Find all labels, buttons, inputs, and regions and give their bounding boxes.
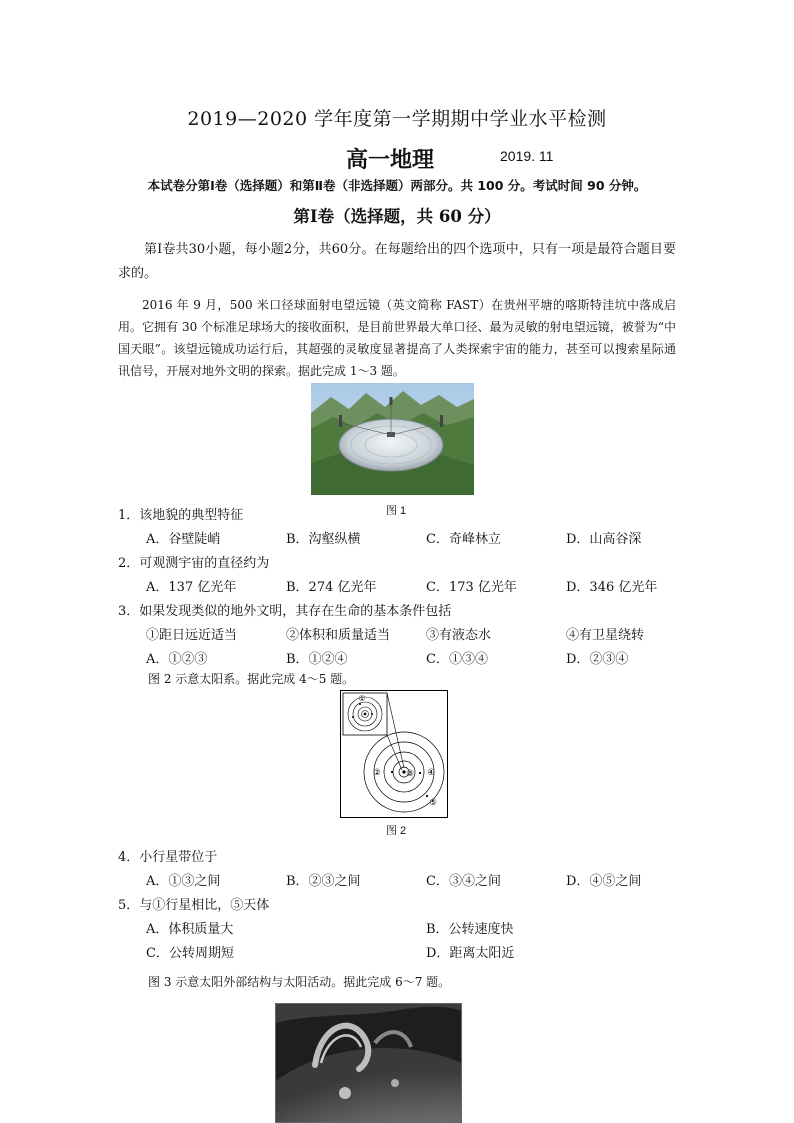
q2-option-b[interactable]: B．274 亿光年 — [286, 580, 377, 595]
q4-option-c[interactable]: C．③④之间 — [426, 874, 501, 889]
label-3: ③ — [406, 769, 414, 779]
figure-1-caption: 图 1 — [386, 505, 407, 517]
q3-condition-4: ④有卫星绕转 — [566, 628, 645, 643]
q1-option-a[interactable]: A．谷壁陡峭 — [146, 532, 221, 547]
q2-option-d[interactable]: D．346 亿光年 — [566, 580, 658, 595]
q1-option-c[interactable]: C．奇峰林立 — [426, 532, 501, 547]
q2-option-a[interactable]: A．137 亿光年 — [146, 580, 237, 595]
figure-2-intro: 图 2 示意太阳系。据此完成 4～5 题。 — [148, 672, 355, 686]
figure-3-intro: 图 3 示意太阳外部结构与太阳活动。据此完成 6～7 题。 — [148, 975, 451, 989]
q4-option-d[interactable]: D．④⑤之间 — [566, 874, 642, 889]
solar-system-diagram — [340, 690, 448, 818]
figure-2-caption: 图 2 — [386, 825, 407, 837]
exam-subject: 高一地理 — [346, 148, 435, 173]
q5-option-b[interactable]: B．公转速度快 — [426, 922, 514, 937]
exam-date: 2019. 11 — [500, 148, 554, 164]
q5-option-c[interactable]: C．公转周期短 — [146, 946, 234, 961]
label-2: ② — [373, 768, 381, 778]
q3-option-a[interactable]: A．①②③ — [146, 652, 208, 667]
question-3-stem: 3．如果发现类似的地外文明，其存在生命的基本条件包括 — [118, 604, 452, 619]
question-1-stem: 1．该地貌的典型特征 — [118, 508, 244, 523]
exam-note: 本试卷分第Ⅰ卷（选择题）和第Ⅱ卷（非选择题）两部分。共 100 分。考试时间 90 分钟。 — [147, 178, 647, 193]
section-title: 第Ⅰ卷（选择题，共 60 分） — [293, 207, 501, 226]
q5-option-a[interactable]: A．体积质量大 — [146, 922, 234, 937]
solar-activity-photo — [275, 1003, 462, 1123]
question-2-stem: 2．可观测宇宙的直径约为 — [118, 556, 270, 571]
question-4-stem: 4．小行星带位于 — [118, 850, 218, 865]
section-instruction: 第Ⅰ卷共30小题，每小题2分，共60分。在每题给出的四个选项中，只有一项是最符合题目要求的。 — [118, 242, 676, 281]
q3-condition-1: ①距日远近适当 — [146, 628, 238, 643]
label-4: ④ — [427, 768, 435, 778]
label-5: ⑤ — [429, 798, 437, 808]
q3-option-b[interactable]: B．①②④ — [286, 652, 348, 667]
q3-condition-3: ③有液态水 — [426, 628, 492, 643]
q3-condition-2: ②体积和质量适当 — [286, 628, 391, 643]
q4-option-a[interactable]: A．①③之间 — [146, 874, 221, 889]
q3-option-c[interactable]: C．①③④ — [426, 652, 488, 667]
fast-telescope-photo — [311, 383, 474, 495]
q3-option-d[interactable]: D．②③④ — [566, 652, 629, 667]
q1-option-d[interactable]: D．山高谷深 — [566, 532, 642, 547]
q2-option-c[interactable]: C．173 亿光年 — [426, 580, 517, 595]
q5-option-d[interactable]: D．距离太阳近 — [426, 946, 515, 961]
q4-option-b[interactable]: B．②③之间 — [286, 874, 361, 889]
passage-1: 2016 年 9 月，500 米口径球面射电望远镜（英文简称 FAST）在贵州平塘的喀斯特洼坑中落成启用。它拥有 30 个标准足球场大的接收面积，是目前世界最大单口径、最为灵敏的射电望远镜，被誉为“中国天眼”。该望远镜成功运行后，其超强的灵敏度显著提高了人类探索宇宙的能力，甚至可以搜索星际通讯信号，开展对地外文明的探索。据此完成 1～3 题。 — [118, 298, 676, 378]
exam-title: 2019—2020 学年度第一学期期中学业水平检测 — [187, 108, 607, 130]
question-5-stem: 5．与①行星相比，⑤天体 — [118, 898, 270, 913]
label-1: ① — [358, 694, 366, 703]
q1-option-b[interactable]: B．沟壑纵横 — [286, 532, 361, 547]
